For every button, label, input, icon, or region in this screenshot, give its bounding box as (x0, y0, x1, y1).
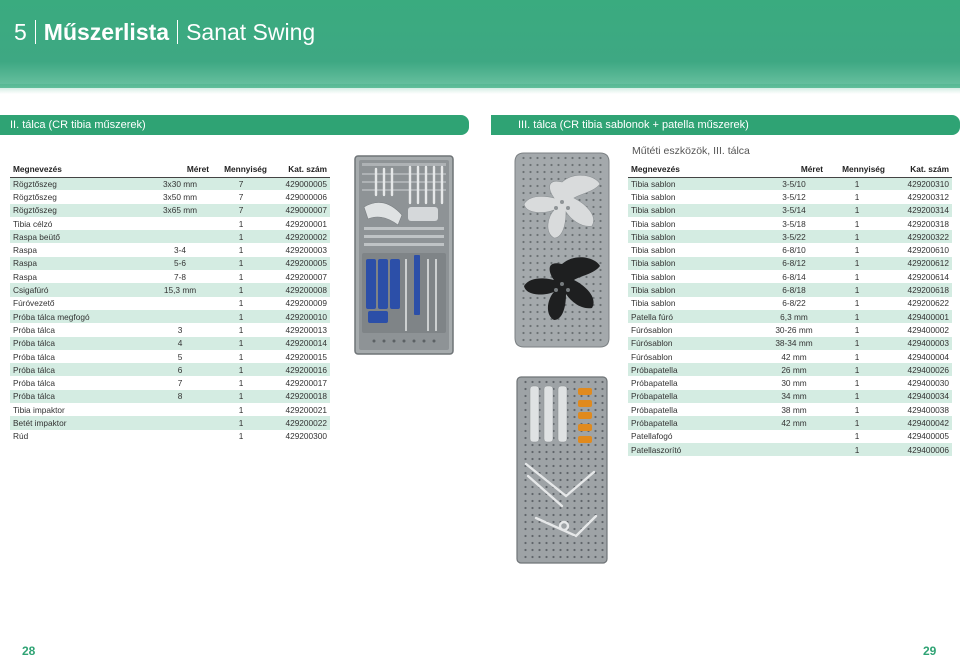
cell-name: Próbapatella (631, 378, 678, 389)
tray-ii-photo (354, 155, 454, 355)
cell-size (148, 230, 212, 243)
cell-size (148, 416, 212, 429)
cell-size: 3 (177, 324, 183, 335)
cell-name: Próba tálca megfogó (10, 310, 148, 323)
table-row (628, 204, 952, 217)
cell-name: Tibia célzó (13, 218, 53, 229)
cell-size: 7-8 (174, 271, 186, 282)
cell-cat-number: 429200007 (285, 271, 327, 282)
cell-size: 8 (148, 390, 212, 403)
cell-size: 3-4 (174, 245, 186, 256)
table-row (628, 257, 952, 270)
table-row (628, 363, 952, 376)
cell-qty: 1 (212, 390, 270, 403)
cell-name: Tibia sablon (628, 230, 762, 243)
cell-cat-number: 429400038 (907, 404, 949, 415)
table-row (628, 190, 952, 203)
cell-size: 3-5/18 (782, 218, 806, 229)
section-number: 5 (14, 19, 27, 45)
cell-name: Próbapatella (628, 363, 762, 376)
header-band (0, 0, 960, 88)
cell-cat-number: 429200015 (285, 351, 327, 362)
cell-size: 5 (177, 351, 183, 362)
cell-name: Rúd (13, 431, 29, 442)
cell-size: 30 mm (781, 378, 807, 389)
cell-cat-number: 429200618 (888, 283, 952, 296)
table-row (10, 204, 330, 217)
table-row (628, 416, 952, 429)
cell-qty: 1 (826, 390, 888, 403)
cell-qty: 7 (212, 204, 270, 217)
table-row (628, 297, 952, 310)
cell-size: 6,3 mm (762, 310, 826, 323)
cell-size: 6-8/12 (762, 257, 826, 270)
table-row (10, 323, 330, 336)
right-table-body (628, 177, 952, 456)
cell-size (762, 430, 826, 443)
cell-qty: 1 (212, 416, 270, 429)
cell-cat-number: 429200017 (285, 378, 327, 389)
cell-size: 3x50 mm (162, 191, 198, 202)
table-row (10, 270, 330, 283)
cell-qty: 1 (212, 363, 270, 376)
cell-cat-number: 429400004 (907, 351, 949, 362)
cell-name: Tibia impaktor (13, 404, 65, 415)
cell-name: Tibia sablon (628, 257, 762, 270)
col-qty-header: Mennyiség (826, 162, 888, 177)
cell-qty: 1 (854, 245, 860, 256)
table-row (628, 230, 952, 243)
cell-size: 30-26 mm (775, 324, 813, 335)
col-size-header: Méret (148, 162, 212, 177)
table-row (10, 376, 330, 389)
title-thin: Sanat Swing (186, 19, 316, 45)
cell-name: Tibia sablon (628, 283, 762, 296)
cell-qty: 1 (212, 337, 270, 350)
table-row (628, 283, 952, 296)
col-name-header: Megnevezés (10, 162, 148, 177)
cell-qty: 1 (854, 404, 860, 415)
table-row (10, 363, 330, 376)
cell-cat-number: 429200014 (270, 337, 330, 350)
table-row (10, 390, 330, 403)
cell-size: 3-5/12 (782, 191, 806, 202)
cell-name: Raspa beütő (10, 230, 148, 243)
tray-iii-patella-photo (516, 376, 608, 564)
cell-name: Próbapatella (631, 404, 678, 415)
cell-name: Tibia sablon (631, 245, 676, 256)
cell-name: Próba tálca (13, 351, 55, 362)
cell-cat-number: 429200002 (270, 230, 330, 243)
title-divider (177, 20, 178, 44)
cell-cat-number: 429200622 (907, 298, 949, 309)
cell-size: 42 mm (781, 351, 807, 362)
cell-qty: 1 (854, 351, 860, 362)
cell-size: 4 (148, 337, 212, 350)
cell-size: 42 mm (762, 416, 826, 429)
cell-cat-number: 429400042 (888, 416, 952, 429)
cell-name: Raspa (13, 271, 37, 282)
col-cat-header: Kat. szám (270, 162, 330, 177)
table-row (10, 190, 330, 203)
col-size-header: Méret (762, 162, 826, 177)
cell-name: Tibia sablon (628, 177, 762, 190)
cell-qty: 1 (826, 363, 888, 376)
table-header-row (628, 162, 952, 177)
table-row (10, 283, 330, 296)
cell-size: 6-8/14 (782, 271, 806, 282)
cell-cat-number: 429400001 (888, 310, 952, 323)
cell-qty: 1 (854, 431, 860, 442)
table-row (10, 337, 330, 350)
cell-cat-number: 429200314 (888, 204, 952, 217)
cell-qty: 1 (238, 404, 244, 415)
cell-cat-number: 429400026 (888, 363, 952, 376)
table-row (628, 217, 952, 230)
cell-qty: 1 (826, 310, 888, 323)
cell-qty: 1 (212, 310, 270, 323)
cell-name: Csigafúró (10, 283, 148, 296)
cell-cat-number: 429200021 (285, 404, 327, 415)
cell-name: Fúrósablon (631, 351, 673, 362)
cell-qty: 1 (826, 177, 888, 190)
cell-size (148, 310, 212, 323)
table-row (10, 177, 330, 190)
cell-size: 6-8/10 (782, 245, 806, 256)
cell-name: Fúrósablon (628, 337, 762, 350)
cell-size (148, 430, 212, 443)
cell-cat-number: 429000007 (270, 204, 330, 217)
table-row (628, 430, 952, 443)
cell-size: 38-34 mm (762, 337, 826, 350)
table-row (628, 376, 952, 389)
cell-cat-number: 429200016 (270, 363, 330, 376)
table-row (628, 270, 952, 283)
cell-qty: 1 (854, 271, 860, 282)
table-row (10, 416, 330, 429)
cell-qty: 1 (826, 443, 888, 456)
cell-size (148, 217, 212, 230)
cell-cat-number: 429200003 (285, 245, 327, 256)
cell-cat-number: 429000006 (285, 191, 327, 202)
cell-name: Raspa (13, 245, 37, 256)
cell-name: Tibia sablon (631, 271, 676, 282)
table-row (10, 350, 330, 363)
left-instrument-table (10, 162, 330, 443)
cell-name: Próba tálca (10, 337, 148, 350)
cell-cat-number: 429200310 (888, 177, 952, 190)
cell-cat-number: 429200009 (285, 298, 327, 309)
cell-qty: 1 (826, 230, 888, 243)
cell-name: Próba tálca (13, 324, 55, 335)
cell-name: Próba tálca (13, 378, 55, 389)
cell-qty: 1 (826, 283, 888, 296)
cell-qty: 1 (826, 416, 888, 429)
table-row (628, 177, 952, 190)
cell-qty: 1 (854, 324, 860, 335)
cell-cat-number: 429400030 (907, 378, 949, 389)
cell-cat-number: 429200318 (907, 218, 949, 229)
cell-qty: 1 (854, 378, 860, 389)
cell-name: Patella fúró (628, 310, 762, 323)
page-number-right: 29 (923, 644, 937, 657)
cell-qty: 1 (238, 351, 244, 362)
cell-name: Raspa (10, 257, 148, 270)
cell-size: 6-8/22 (782, 298, 806, 309)
cell-cat-number: 429200300 (285, 431, 327, 442)
cell-qty: 1 (826, 337, 888, 350)
cell-name: Tibia sablon (631, 218, 676, 229)
cell-cat-number: 429000005 (270, 177, 330, 190)
cell-name: Patellaszorító (628, 443, 762, 456)
cell-cat-number: 429200612 (888, 257, 952, 270)
cell-cat-number: 429400034 (888, 390, 952, 403)
table-row (10, 430, 330, 443)
cell-name: Rögztőszeg (13, 191, 57, 202)
cell-size: 38 mm (781, 404, 807, 415)
cell-qty: 7 (238, 191, 244, 202)
cell-qty: 1 (238, 271, 244, 282)
right-section-subtitle: Műtéti eszközök, III. tálca (632, 145, 750, 157)
cell-cat-number: 429200001 (285, 218, 327, 229)
cell-name: Betét impaktor (10, 416, 148, 429)
cell-cat-number: 429200610 (907, 245, 949, 256)
table-row (628, 443, 952, 456)
table-row (10, 297, 330, 310)
cell-cat-number: 429400002 (907, 324, 949, 335)
col-cat-header: Kat. szám (888, 162, 952, 177)
cell-qty: 1 (238, 431, 244, 442)
cell-size (148, 297, 212, 310)
table-row (628, 323, 952, 336)
cell-name: Tibia sablon (631, 298, 676, 309)
cell-name: Fúrósablon (631, 324, 673, 335)
cell-size: 6-8/18 (762, 283, 826, 296)
cell-cat-number: 429400005 (907, 431, 949, 442)
cell-cat-number: 429400003 (888, 337, 952, 350)
page-title (14, 16, 315, 48)
tray-iii-template-photo (514, 152, 610, 348)
cell-size: 3-5/22 (762, 230, 826, 243)
cell-qty: 1 (238, 378, 244, 389)
cell-qty: 1 (212, 283, 270, 296)
table-row (10, 257, 330, 270)
cell-cat-number: 429200013 (285, 324, 327, 335)
page-number-left: 28 (22, 644, 36, 657)
table-row (10, 217, 330, 230)
col-name-header: Megnevezés (628, 162, 762, 177)
right-section-title: III. tálca (CR tibia sablonok + patella műszerek) (491, 115, 960, 135)
cell-name: Próbapatella (628, 390, 762, 403)
cell-size (148, 403, 212, 416)
cell-name: Rögztőszeg (10, 204, 148, 217)
right-instrument-table (628, 162, 952, 456)
cell-size: 3x65 mm (148, 204, 212, 217)
cell-size (762, 443, 826, 456)
title-divider (35, 20, 36, 44)
cell-qty: 1 (854, 298, 860, 309)
cell-size: 34 mm (762, 390, 826, 403)
cell-qty: 1 (238, 245, 244, 256)
cell-size: 3x30 mm (148, 177, 212, 190)
cell-cat-number: 429200008 (270, 283, 330, 296)
cell-name: Rögztőszeg (10, 177, 148, 190)
cell-name: Próba tálca (10, 363, 148, 376)
cell-cat-number: 429200010 (270, 310, 330, 323)
table-row (628, 310, 952, 323)
cell-size: 15,3 mm (148, 283, 212, 296)
cell-name: Tibia sablon (631, 191, 676, 202)
cell-cat-number: 429200322 (888, 230, 952, 243)
cell-size: 5-6 (148, 257, 212, 270)
cell-cat-number: 429200022 (270, 416, 330, 429)
cell-cat-number: 429400006 (888, 443, 952, 456)
cell-name: Patellafogó (631, 431, 673, 442)
cell-cat-number: 429200005 (270, 257, 330, 270)
cell-qty: 1 (238, 218, 244, 229)
cell-qty: 1 (238, 298, 244, 309)
col-qty-header: Mennyiség (212, 162, 270, 177)
cell-name: Fúróvezető (13, 298, 55, 309)
cell-name: Tibia sablon (628, 204, 762, 217)
table-header-row (10, 162, 330, 177)
left-table-body (10, 177, 330, 443)
table-row (628, 403, 952, 416)
cell-name: Próba tálca (10, 390, 148, 403)
table-row (10, 230, 330, 243)
cell-size: 3-5/10 (762, 177, 826, 190)
left-section-title: II. tálca (CR tibia műszerek) (0, 115, 469, 135)
cell-qty: 1 (212, 257, 270, 270)
table-row (10, 310, 330, 323)
table-row (10, 243, 330, 256)
cell-cat-number: 429200614 (907, 271, 949, 282)
table-row (628, 390, 952, 403)
cell-qty: 1 (854, 218, 860, 229)
cell-qty: 1 (212, 230, 270, 243)
table-row (628, 350, 952, 363)
cell-cat-number: 429200018 (270, 390, 330, 403)
table-row (10, 403, 330, 416)
cell-qty: 1 (854, 191, 860, 202)
cell-size: 6 (148, 363, 212, 376)
cell-cat-number: 429200312 (907, 191, 949, 202)
cell-name: Próbapatella (628, 416, 762, 429)
table-row (628, 243, 952, 256)
title-bold: Műszerlista (43, 19, 170, 45)
cell-size: 7 (177, 378, 183, 389)
cell-qty: 7 (212, 177, 270, 190)
cell-size: 3-5/14 (762, 204, 826, 217)
table-row (628, 337, 952, 350)
cell-qty: 1 (826, 257, 888, 270)
cell-qty: 1 (238, 324, 244, 335)
cell-size: 26 mm (762, 363, 826, 376)
cell-qty: 1 (826, 204, 888, 217)
